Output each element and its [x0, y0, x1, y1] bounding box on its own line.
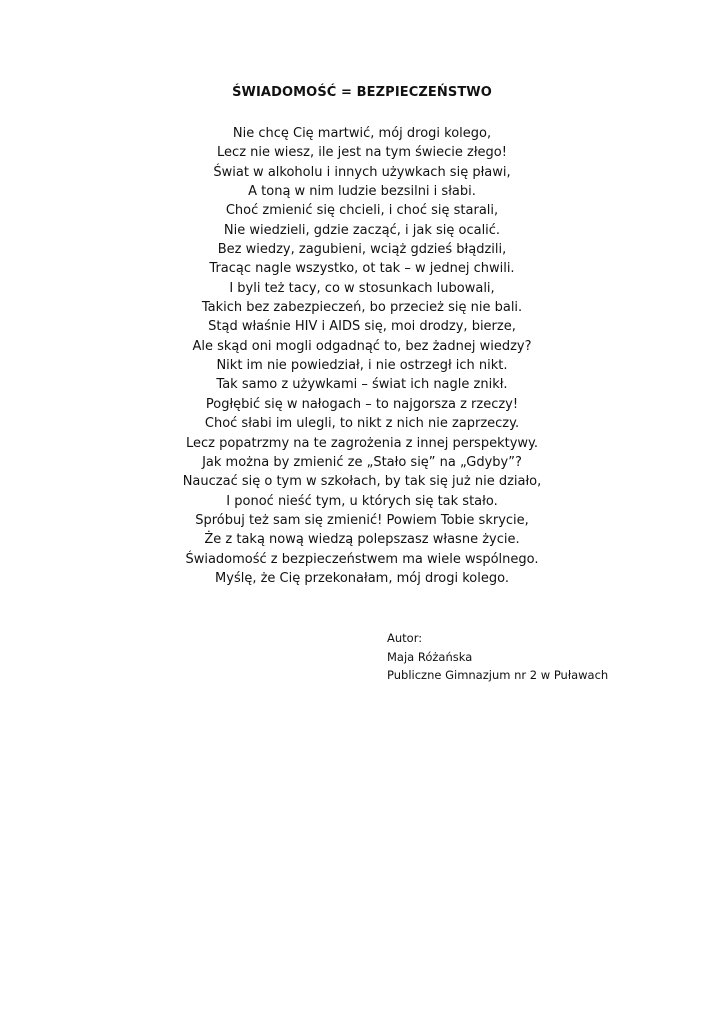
poem-line: Pogłębić się w nałogach – to najgorsza z rzeczy!	[205, 396, 519, 412]
poem-line: Ale skąd oni mogli odgadnąć to, bez żadnej wiedzy?	[192, 338, 532, 354]
poem-line: Takich bez zabezpieczeń, bo przecież się nie bali.	[201, 300, 523, 316]
poem-line: Świat w alkoholu i innych używkach się pławi,	[213, 164, 511, 180]
poem-line: A toną w nim ludzie bezsilni i słabi.	[248, 184, 476, 200]
poem-title: ŚWIADOMOŚĆ = BEZPIECZEŃSTWO	[232, 85, 492, 100]
poem-line: Tak samo z używkami – świat ich nagle znikł.	[216, 377, 508, 393]
author-school: Publiczne Gimnazjum nr 2 w Puławach	[387, 668, 609, 682]
poem-line: Lecz popatrzmy na te zagrożenia z innej perspektywy.	[185, 435, 538, 451]
poem-line: Myślę, że Cię przekonałam, mój drogi kolego.	[215, 570, 509, 586]
poem-line: Choć zmienić się chcieli, i choć się starali,	[225, 203, 499, 219]
poem-line: Tracąc nagle wszystko, ot tak – w jednej chwili.	[209, 261, 515, 277]
poem-line: Że z taką nową wiedzą polepszasz własne życie.	[204, 532, 520, 548]
poem-line: Stąd właśnie HIV i AIDS się, moi drodzy, bierze,	[208, 319, 516, 335]
author-name: Maja Różańska	[387, 649, 473, 664]
poem-line: Nauczać się o tym w szkołach, by tak się już nie działo,	[182, 474, 542, 490]
poem-body	[0, 124, 724, 588]
author-signature	[387, 629, 608, 685]
poem-line: Świadomość z bezpieczeństwem ma wiele wspólnego.	[185, 551, 539, 567]
poem-line: Nikt im nie powiedział, i nie ostrzegł ich nikt.	[216, 358, 508, 374]
poem-line: I ponoć nieść tym, u których się tak stało.	[226, 493, 498, 509]
poem-line: Jak można by zmienić ze „Stało się” na „Gdyby”?	[202, 454, 522, 470]
poem-line: Lecz nie wiesz, ile jest na tym świecie złego!	[217, 145, 507, 161]
poem-line: I byli też tacy, co w stosunkach lubowali,	[229, 280, 495, 296]
poem-line: Nie chcę Cię martwić, mój drogi kolego,	[232, 126, 492, 141]
poem-line: Spróbuj też sam się zmienić! Powiem Tobie skrycie,	[195, 512, 529, 528]
poem-line: Bez wiedzy, zagubieni, wciąż gdzieś błądzili,	[217, 242, 507, 258]
author-label: Autor:	[387, 631, 423, 645]
poem-line: Nie wiedzieli, gdzie zacząć, i jak się ocalić.	[223, 222, 501, 238]
poem-line: Choć słabi im ulegli, to nikt z nich nie zaprzeczy.	[204, 416, 520, 432]
